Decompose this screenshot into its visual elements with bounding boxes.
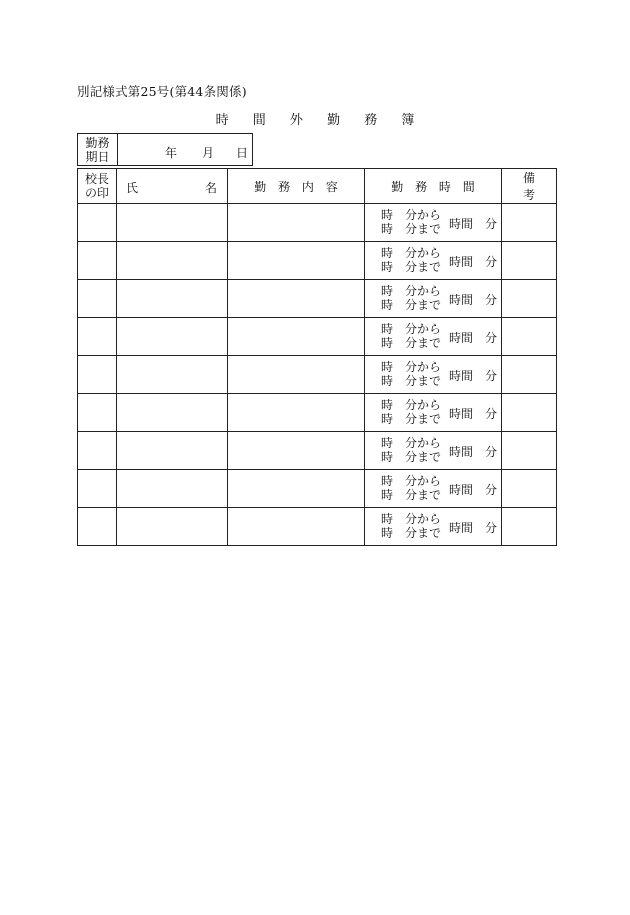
hour-unit: 時	[381, 260, 394, 274]
total-minutes-unit: 分	[485, 293, 498, 307]
work-time-cell[interactable]	[365, 356, 502, 394]
work-time-cell[interactable]	[365, 242, 502, 280]
work-time-cell[interactable]	[365, 470, 502, 508]
total-time	[449, 405, 498, 422]
start-time-line	[381, 322, 441, 336]
name-cell[interactable]	[117, 242, 228, 280]
work-time-cell[interactable]	[365, 318, 502, 356]
start-time-line	[381, 436, 441, 450]
end-time-line	[381, 412, 441, 426]
work-content-cell[interactable]	[228, 242, 365, 280]
name-cell[interactable]	[117, 204, 228, 242]
minute-from-unit: 分から	[405, 322, 442, 336]
hour-unit: 時	[381, 298, 394, 312]
total-hours-unit: 時間	[449, 217, 474, 231]
end-time-line	[381, 298, 441, 312]
seal-header-line1: 校長	[84, 172, 109, 186]
work-date-label-line1: 勤務	[85, 135, 110, 150]
remarks-cell[interactable]	[502, 204, 557, 242]
hour-unit: 時	[381, 436, 394, 450]
work-time-cell[interactable]	[365, 394, 502, 432]
total-minutes-unit: 分	[485, 369, 498, 383]
end-time-line	[381, 488, 441, 502]
seal-cell[interactable]	[78, 356, 117, 394]
minute-from-unit: 分から	[405, 284, 442, 298]
minute-from-unit: 分から	[405, 436, 442, 450]
total-hours-unit: 時間	[449, 331, 474, 345]
minute-from-unit: 分から	[405, 360, 442, 374]
seal-cell[interactable]	[78, 508, 117, 546]
table-row	[78, 356, 557, 394]
total-minutes-unit: 分	[485, 407, 498, 421]
seal-cell[interactable]	[78, 318, 117, 356]
title-char: 時	[215, 113, 229, 128]
work-time-cell[interactable]	[365, 432, 502, 470]
total-time	[449, 291, 498, 308]
table-row	[78, 470, 557, 508]
end-time-line	[381, 260, 441, 274]
work-content-char: 務	[278, 179, 291, 194]
minute-from-unit: 分から	[405, 246, 442, 260]
work-content-char: 内	[301, 179, 314, 194]
hour-unit: 時	[381, 512, 394, 526]
seal-cell[interactable]	[78, 242, 117, 280]
work-content-char: 勤	[254, 179, 267, 194]
remarks-cell[interactable]	[502, 318, 557, 356]
total-hours-unit: 時間	[449, 483, 474, 497]
hour-unit: 時	[381, 526, 394, 540]
minute-from-unit: 分から	[405, 398, 442, 412]
work-time-cell[interactable]	[365, 204, 502, 242]
total-time	[449, 481, 498, 498]
title-char: 勤	[327, 113, 341, 128]
work-time-char: 勤	[391, 179, 404, 194]
hour-unit: 時	[381, 412, 394, 426]
start-time-line	[381, 360, 441, 374]
table-row	[78, 318, 557, 356]
log-rows	[78, 204, 557, 546]
seal-cell[interactable]	[78, 280, 117, 318]
work-content-cell[interactable]	[228, 508, 365, 546]
total-minutes-unit: 分	[485, 445, 498, 459]
table-row	[78, 508, 557, 546]
end-time-line	[381, 336, 441, 350]
header-row	[78, 169, 557, 204]
hour-unit: 時	[381, 474, 394, 488]
minute-to-unit: 分まで	[405, 336, 442, 350]
name-header-left: 氏	[126, 181, 139, 195]
work-content-cell[interactable]	[228, 318, 365, 356]
minute-to-unit: 分まで	[405, 488, 442, 502]
work-time-char: 間	[462, 179, 475, 194]
work-time-char: 務	[415, 179, 428, 194]
seal-header-line2: の印	[84, 186, 109, 200]
start-time-line	[381, 512, 441, 526]
hour-unit: 時	[381, 398, 394, 412]
name-header	[117, 169, 228, 204]
minute-to-unit: 分まで	[405, 260, 442, 274]
work-content-char: 容	[325, 179, 338, 194]
work-content-cell[interactable]	[228, 394, 365, 432]
end-time-line	[381, 450, 441, 464]
form-title	[0, 109, 630, 128]
work-content-cell[interactable]	[228, 204, 365, 242]
name-cell[interactable]	[117, 318, 228, 356]
total-hours-unit: 時間	[449, 445, 474, 459]
total-time	[449, 519, 498, 536]
hour-unit: 時	[381, 322, 394, 336]
hour-unit: 時	[381, 488, 394, 502]
total-time	[449, 253, 498, 270]
total-hours-unit: 時間	[449, 521, 474, 535]
work-time-cell[interactable]	[365, 280, 502, 318]
hour-unit: 時	[381, 284, 394, 298]
name-cell[interactable]	[117, 432, 228, 470]
hour-unit: 時	[381, 360, 394, 374]
title-char: 務	[364, 113, 378, 128]
title-char: 外	[289, 113, 303, 128]
remarks-char: 考	[522, 188, 535, 202]
start-time-line	[381, 208, 441, 222]
minute-to-unit: 分まで	[405, 412, 442, 426]
work-content-cell[interactable]	[228, 432, 365, 470]
start-time-line	[381, 474, 441, 488]
work-time-cell[interactable]	[365, 508, 502, 546]
work-date-box	[77, 133, 253, 166]
remarks-char: 備	[522, 171, 535, 185]
minute-from-unit: 分から	[405, 208, 442, 222]
table-row	[78, 280, 557, 318]
total-minutes-unit: 分	[485, 483, 498, 497]
work-time-char: 時	[438, 179, 451, 194]
work-content-cell[interactable]	[228, 356, 365, 394]
total-minutes-unit: 分	[485, 521, 498, 535]
table-row	[78, 204, 557, 242]
hour-unit: 時	[381, 374, 394, 388]
seal-cell[interactable]	[78, 470, 117, 508]
work-date-field[interactable]	[118, 134, 252, 165]
hour-unit: 時	[381, 450, 394, 464]
hour-unit: 時	[381, 222, 394, 236]
end-time-line	[381, 222, 441, 236]
minute-from-unit: 分から	[405, 474, 442, 488]
remarks-cell[interactable]	[502, 356, 557, 394]
work-date-label-line2: 期日	[85, 149, 110, 164]
work-date-label	[78, 134, 118, 165]
work-content-header	[228, 169, 365, 204]
name-header-right: 名	[205, 181, 218, 195]
name-cell[interactable]	[117, 394, 228, 432]
remarks-cell[interactable]	[502, 280, 557, 318]
seal-cell[interactable]	[78, 432, 117, 470]
minute-to-unit: 分まで	[405, 374, 442, 388]
day-label: 日	[236, 146, 249, 160]
end-time-line	[381, 374, 441, 388]
year-label: 年	[165, 146, 178, 160]
remarks-cell[interactable]	[502, 242, 557, 280]
table-row	[78, 394, 557, 432]
start-time-line	[381, 284, 441, 298]
table-row	[78, 432, 557, 470]
start-time-line	[381, 246, 441, 260]
total-minutes-unit: 分	[485, 217, 498, 231]
hour-unit: 時	[381, 336, 394, 350]
seal-cell[interactable]	[78, 394, 117, 432]
overtime-log-table	[77, 168, 557, 546]
total-time	[449, 367, 498, 384]
work-time-header	[365, 169, 502, 204]
minute-from-unit: 分から	[405, 512, 442, 526]
name-cell[interactable]	[117, 356, 228, 394]
name-cell[interactable]	[117, 508, 228, 546]
end-time-line	[381, 526, 441, 540]
start-time-line	[381, 398, 441, 412]
name-cell[interactable]	[117, 470, 228, 508]
minute-to-unit: 分まで	[405, 450, 442, 464]
total-hours-unit: 時間	[449, 369, 474, 383]
total-hours-unit: 時間	[449, 255, 474, 269]
name-cell[interactable]	[117, 280, 228, 318]
table-row	[78, 242, 557, 280]
remarks-cell[interactable]	[502, 394, 557, 432]
remarks-cell[interactable]	[502, 508, 557, 546]
total-time	[449, 329, 498, 346]
principal-seal-header	[78, 169, 117, 204]
month-label: 月	[202, 146, 215, 160]
minute-to-unit: 分まで	[405, 526, 442, 540]
minute-to-unit: 分まで	[405, 298, 442, 312]
seal-cell[interactable]	[78, 204, 117, 242]
hour-unit: 時	[381, 208, 394, 222]
title-char: 間	[252, 113, 266, 128]
remarks-cell[interactable]	[502, 470, 557, 508]
remarks-header	[502, 169, 557, 204]
total-hours-unit: 時間	[449, 293, 474, 307]
minute-to-unit: 分まで	[405, 222, 442, 236]
total-time	[449, 215, 498, 232]
title-char: 簿	[401, 113, 415, 128]
total-hours-unit: 時間	[449, 407, 474, 421]
total-minutes-unit: 分	[485, 331, 498, 345]
remarks-cell[interactable]	[502, 432, 557, 470]
hour-unit: 時	[381, 246, 394, 260]
form-reference: 別記様式第25号(第44条関係)	[77, 84, 247, 99]
work-content-cell[interactable]	[228, 280, 365, 318]
total-minutes-unit: 分	[485, 255, 498, 269]
total-time	[449, 443, 498, 460]
work-content-cell[interactable]	[228, 470, 365, 508]
